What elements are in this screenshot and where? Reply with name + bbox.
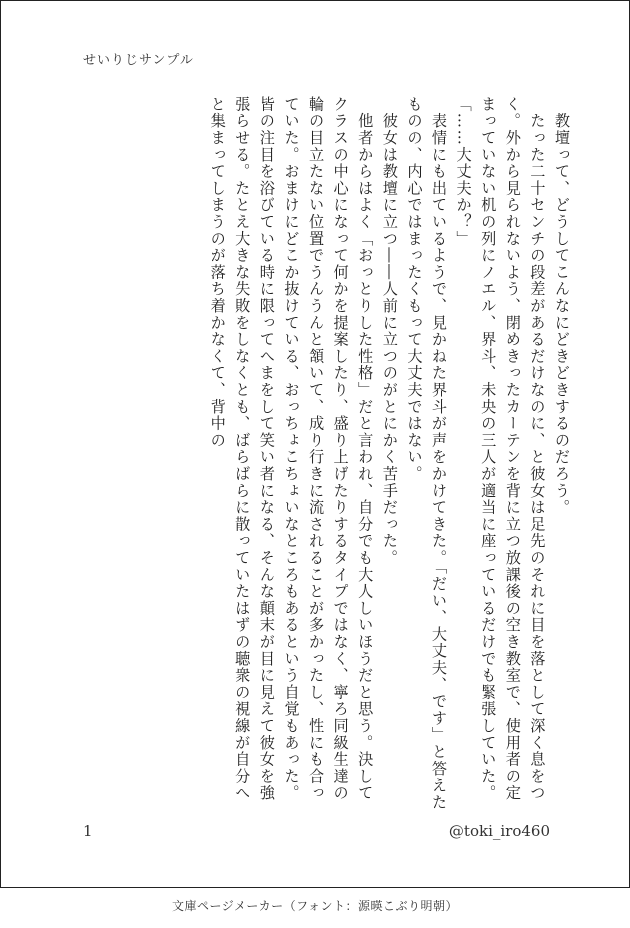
paragraph: 教壇って、どうしてこんなにどきどきするのだろう。: [553, 96, 571, 516]
paragraph: たった二十センチの段差があるだけなのに、と彼女は足先のそれに目を落として深く息をつく。外から見られないよう、閉めきったカーテンを背に立つ放課後の空き教室で、使用者の定まっていない机の列にノエル、界斗、未央の三人が適当に座っているだけでも緊張していた。: [479, 96, 547, 802]
paragraph: 表情にも出ているようで、見かねた界斗が声をかけてきた。「だい、大丈夫、です」と答えたものの、内心ではまったくもって大丈夫ではない。: [405, 96, 449, 811]
author-handle: @toki_iro460: [448, 822, 550, 840]
paragraph: 彼女は教壇に立つ――人前に立つのがとにかく苦手だった。: [380, 96, 399, 567]
paragraph: 「……大丈夫か？」: [454, 96, 473, 248]
paragraph: 他者からはよく「おっとりした性格」だと言われ、自分でも大人しいほうだと思う。決してクラスの中心になって何かを提案したり、盛り上げたりするタイプではなく、寧ろ同級生達の輪の目立たない位置でうんうんと頷いて、成り行きに流されることが多かったし、性にも合っていた。おまけにどこか抜けている、おっちょこちょいなところもあるという自覚もあった。皆の注目を浴びている時に限ってへまをして笑い者になる、そんな顛末が目に見えて彼女を強張らせる。たとえ大きな失敗をしなくとも、ばらばらに散っていたはずの聴衆の視線が自分へと集まってしまうのが落ち着かなくて、背中の: [208, 96, 375, 802]
vertical-body-text: [74, 96, 574, 816]
page-number: 1: [83, 822, 93, 840]
running-header-title: せいりじサンプル: [83, 53, 194, 68]
footer-credit: 文庫ページメーカー（フォント：源暎こぶり明朝）: [171, 899, 459, 913]
